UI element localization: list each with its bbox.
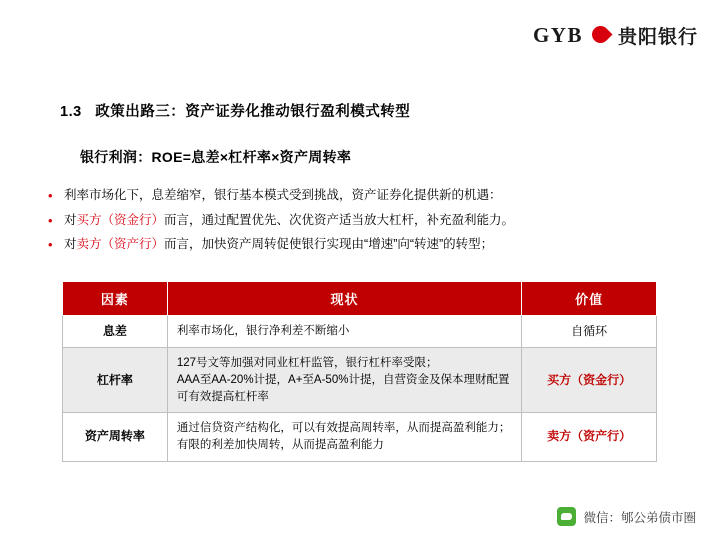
bullet-plain: 利率市场化下，息差缩窄，银行基本模式受到挑战，资产证券化提供新的机遇： [64, 188, 502, 202]
bullet-item [48, 188, 668, 204]
watermark-text: 微信：郇公弟债市圈 [583, 510, 696, 525]
bullet-item [48, 213, 668, 229]
diamond-mark-icon [588, 22, 612, 46]
cell-factor: 杠杆率 [63, 348, 168, 413]
bullet-dot-icon: • [48, 188, 53, 203]
bullet-text [64, 188, 668, 204]
bullet-plain: 而言，通过配置优先、次优资产适当放大杠杆，补充盈利能力。 [164, 212, 515, 227]
watermark [557, 507, 696, 526]
column-header-status: 现状 [167, 282, 521, 316]
bullet-item [48, 237, 668, 253]
cell-value: 自循环 [522, 316, 657, 348]
cell-value: 买方（资金行） [522, 348, 657, 413]
cell-status: 通过信贷资产结构化，可以有效提高周转率，从而提高盈利能力； 有限的利差加快周转，从而提高盈利能力 [167, 413, 521, 461]
table-row [63, 413, 657, 461]
bullet-plain: 对 [64, 237, 77, 252]
cell-status: 利率市场化，银行净利差不断缩小 [167, 316, 521, 348]
bullet-dot-icon: • [48, 237, 53, 253]
bank-logo [533, 22, 698, 49]
bullet-dot-icon: • [48, 212, 53, 228]
bullet-plain: 而言，加快资产周转促使银行实现由“增速”向“转速”的转型； [164, 237, 494, 252]
bullet-emphasis: 卖方（资产行） [76, 237, 165, 252]
section-number: 1.3 [60, 104, 82, 120]
bullet-plain: 对 [64, 212, 77, 227]
cell-status: 127号文等加强对同业杠杆监管，银行杠杆率受限； AAA至AA-20%计提，A+至A-50%计提，自营资金及保本理财配置可有效提高杠杆率 [167, 348, 521, 413]
section-title: 政策出路三：资产证券化推动银行盈利模式转型 [95, 104, 411, 120]
bullet-list [48, 188, 668, 262]
table-header-row [63, 282, 657, 316]
column-header-factor: 因素 [63, 282, 168, 316]
wechat-badge-icon [557, 507, 576, 526]
bullet-text [64, 213, 668, 229]
bullet-emphasis: 买方（资金行） [76, 212, 165, 227]
logo-abbrev: GYB [532, 23, 583, 47]
page-title [60, 100, 410, 121]
logo-bank-name: 贵阳银行 [617, 27, 698, 48]
factor-table [62, 281, 657, 462]
slide-header [0, 0, 720, 72]
table-row [63, 316, 657, 348]
cell-factor: 资产周转率 [63, 413, 168, 461]
column-header-value: 价值 [522, 282, 657, 316]
subtitle: 银行利润：ROE=息差×杠杆率×资产周转率 [80, 149, 352, 165]
table-row [63, 348, 657, 413]
bullet-text [64, 237, 668, 253]
cell-value: 卖方（资产行） [522, 413, 657, 461]
cell-factor: 息差 [63, 316, 168, 348]
